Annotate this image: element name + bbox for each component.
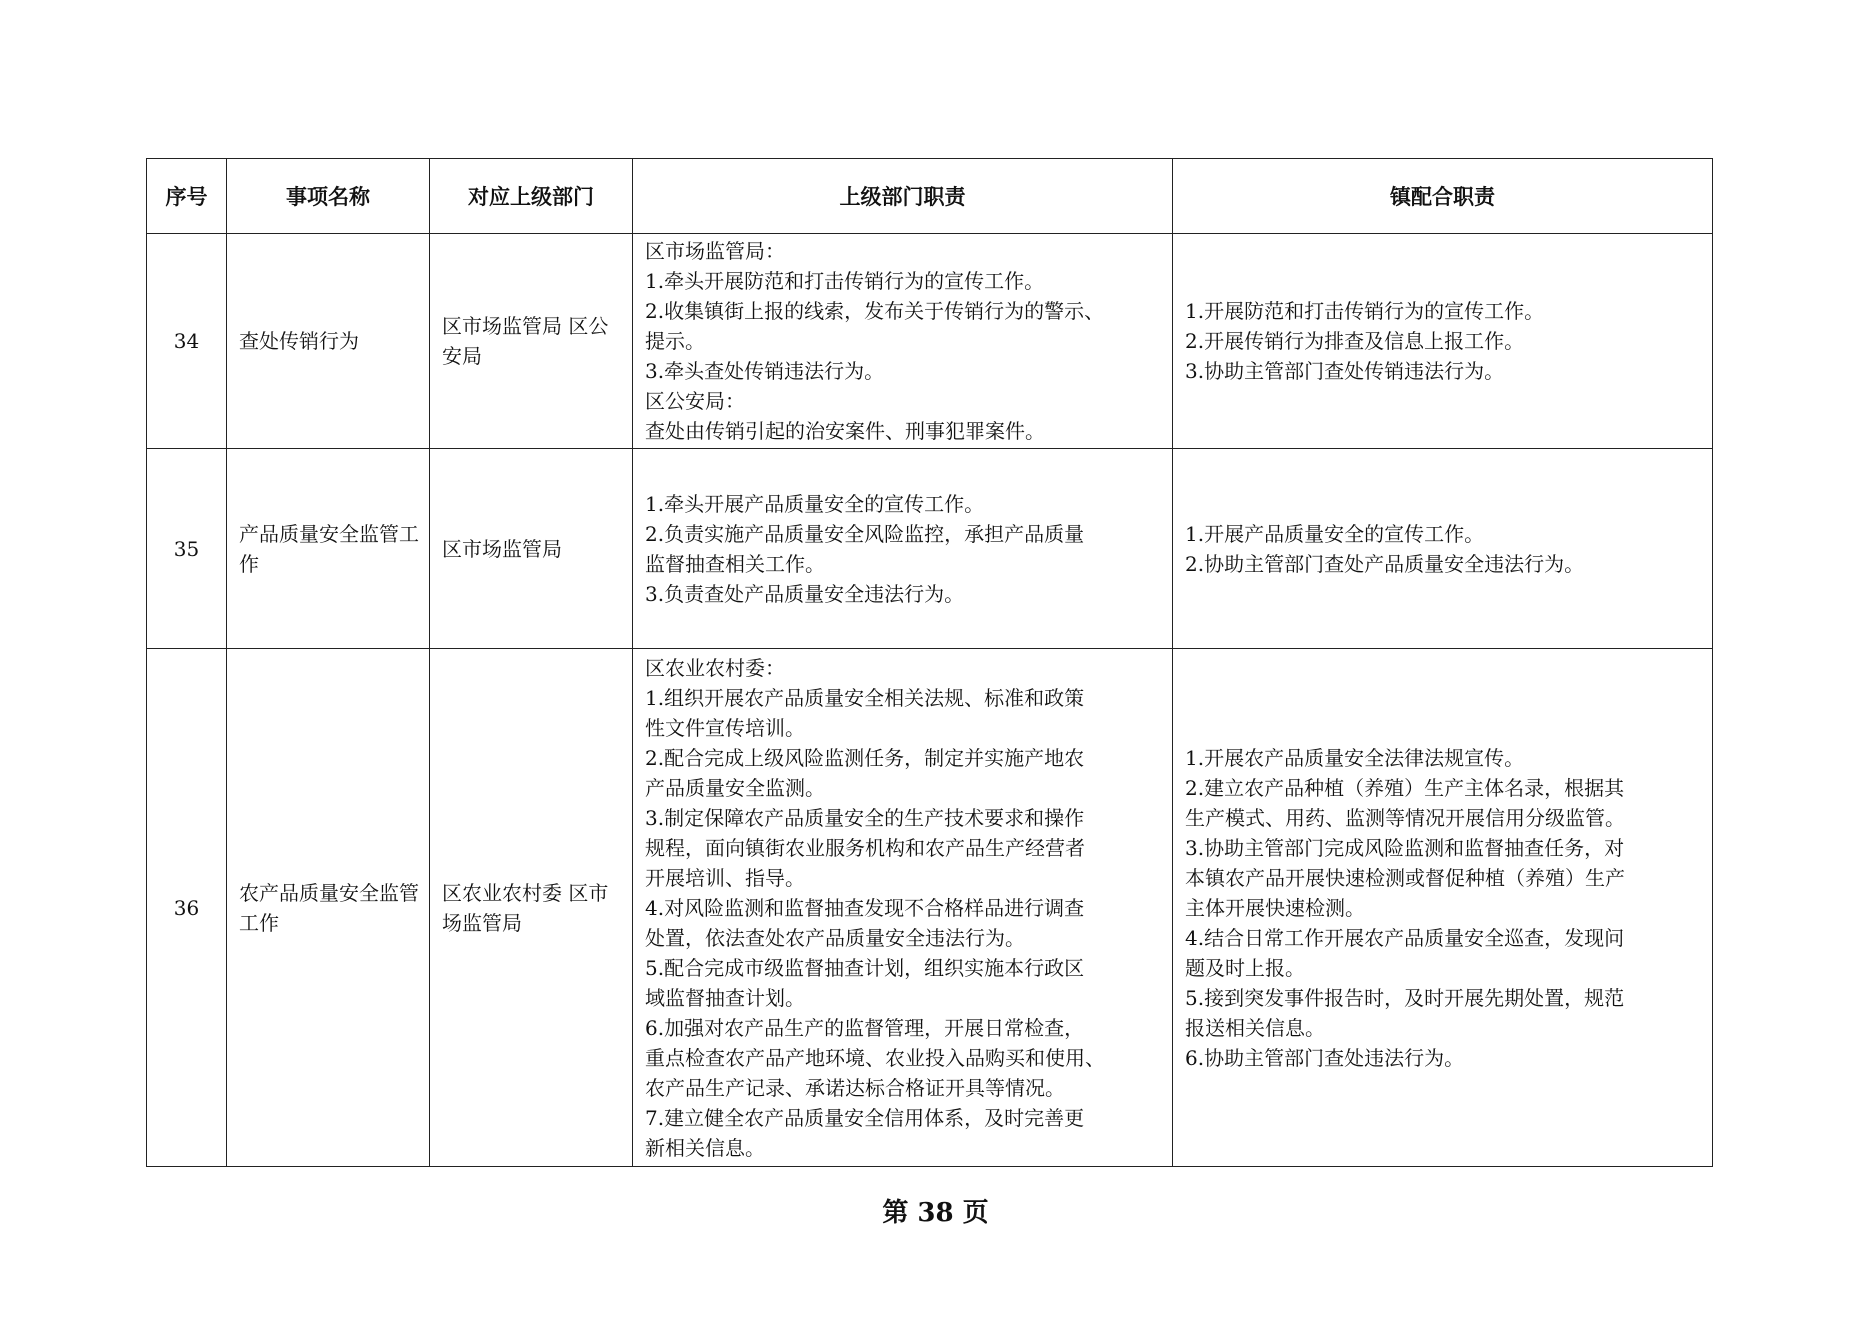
- header-superior-duty: 上级部门职责: [633, 159, 1173, 234]
- duty-line: 4.结合日常工作开展农产品质量安全巡查，发现问: [1185, 925, 1625, 950]
- duty-line: 4.对风险监测和监督抽查发现不合格样品进行调查: [645, 895, 1085, 920]
- page-number: 第 38 页: [882, 1198, 989, 1228]
- duty-line: 监督抽查相关工作。: [645, 551, 825, 576]
- header-dept: 对应上级部门: [430, 159, 633, 234]
- duty-line: 3.负责查处产品质量安全违法行为。: [645, 581, 965, 606]
- duty-line: 2.配合完成上级风险监测任务，制定并实施产地农: [645, 745, 1085, 770]
- duty-line: 重点检查农产品产地环境、农业投入品购买和使用、: [645, 1045, 1105, 1070]
- superior-duty: [633, 234, 1173, 449]
- duty-line: 2.收集镇街上报的线索，发布关于传销行为的警示、: [645, 299, 1105, 323]
- duty-line: 2.负责实施产品质量安全风险监控，承担产品质量: [645, 521, 1085, 546]
- duty-line: 1.开展农产品质量安全法律法规宣传。: [1185, 745, 1525, 770]
- duty-line: 性文件宣传培训。: [645, 715, 805, 740]
- duty-line: 6.协助主管部门查处违法行为。: [1185, 1045, 1465, 1070]
- duty-line: 1.牵头开展防范和打击传销行为的宣传工作。: [645, 269, 1045, 293]
- duty-line: 主体开展快速检测。: [1185, 895, 1365, 920]
- duty-line: 1.开展产品质量安全的宣传工作。: [1185, 521, 1485, 546]
- duty-line: 5.接到突发事件报告时，及时开展先期处置，规范: [1185, 985, 1625, 1010]
- town-duty: [1173, 649, 1713, 1167]
- duty-line: 2.开展传销行为排查及信息上报工作。: [1185, 329, 1525, 353]
- superior-duty: [633, 449, 1173, 649]
- duty-line: 1.牵头开展产品质量安全的宣传工作。: [645, 491, 985, 516]
- row-number: 35: [147, 449, 227, 649]
- town-duty: [1173, 234, 1713, 449]
- item-name: 农产品质量安全监管工作: [227, 649, 430, 1167]
- duty-line: 3.牵头查处传销违法行为。: [645, 359, 885, 383]
- duty-line: 3.协助主管部门完成风险监测和监督抽查任务，对: [1185, 835, 1625, 860]
- row-number: 34: [147, 234, 227, 449]
- item-name: 产品质量安全监管工作: [227, 449, 430, 649]
- duty-line: 报送相关信息。: [1185, 1015, 1325, 1040]
- duty-line: 开展培训、指导。: [645, 865, 805, 890]
- duty-line: 生产模式、用药、监测等情况开展信用分级监管。: [1185, 805, 1625, 830]
- duty-line: 域监督抽查计划。: [645, 985, 805, 1010]
- item-name: 查处传销行为: [227, 234, 430, 449]
- header-town-duty: 镇配合职责: [1173, 159, 1713, 234]
- duty-line: 6.加强对农产品生产的监督管理，开展日常检查，: [645, 1015, 1085, 1040]
- duty-line: 区市场监管局：: [645, 239, 785, 263]
- duty-line: 区公安局：: [645, 389, 745, 413]
- town-duty: [1173, 449, 1713, 649]
- duty-line: 题及时上报。: [1185, 955, 1305, 980]
- duty-line: 2.协助主管部门查处产品质量安全违法行为。: [1185, 551, 1585, 576]
- header-row: [147, 159, 1713, 234]
- table-row: [147, 449, 1713, 649]
- duty-line: 5.配合完成市级监督抽查计划，组织实施本行政区: [645, 955, 1085, 980]
- row-number: 36: [147, 649, 227, 1167]
- duty-line: 区农业农村委：: [645, 655, 785, 680]
- header-no: 序号: [147, 159, 227, 234]
- table-row: [147, 234, 1713, 449]
- duty-line: 规程，面向镇街农业服务机构和农产品生产经营者: [645, 835, 1085, 860]
- duty-line: 2.建立农产品种植（养殖）生产主体名录，根据其: [1185, 775, 1625, 800]
- duty-line: 1.开展防范和打击传销行为的宣传工作。: [1185, 299, 1545, 323]
- duty-line: 提示。: [645, 329, 705, 353]
- duty-line: 新相关信息。: [645, 1135, 765, 1160]
- duty-line: 处置，依法查处农产品质量安全违法行为。: [645, 925, 1025, 950]
- duty-line: 查处由传销引起的治安案件、刑事犯罪案件。: [645, 419, 1045, 443]
- superior-department: 区市场监管局: [430, 449, 633, 649]
- duty-line: 3.协助主管部门查处传销违法行为。: [1185, 359, 1505, 383]
- duty-line: 3.制定保障农产品质量安全的生产技术要求和操作: [645, 805, 1085, 830]
- header-name: 事项名称: [227, 159, 430, 234]
- superior-department: 区农业农村委 区市场监管局: [430, 649, 633, 1167]
- superior-department: 区市场监管局 区公安局: [430, 234, 633, 449]
- duty-line: 7.建立健全农产品质量安全信用体系，及时完善更: [645, 1105, 1085, 1130]
- duty-line: 1.组织开展农产品质量安全相关法规、标准和政策: [645, 685, 1085, 710]
- superior-duty: [633, 649, 1173, 1167]
- duty-line: 农产品生产记录、承诺达标合格证开具等情况。: [645, 1075, 1065, 1100]
- duty-line: 产品质量安全监测。: [645, 775, 825, 800]
- table-row: [147, 649, 1713, 1167]
- duty-line: 本镇农产品开展快速检测或督促种植（养殖）生产: [1185, 865, 1625, 890]
- duty-table: [146, 158, 1713, 1167]
